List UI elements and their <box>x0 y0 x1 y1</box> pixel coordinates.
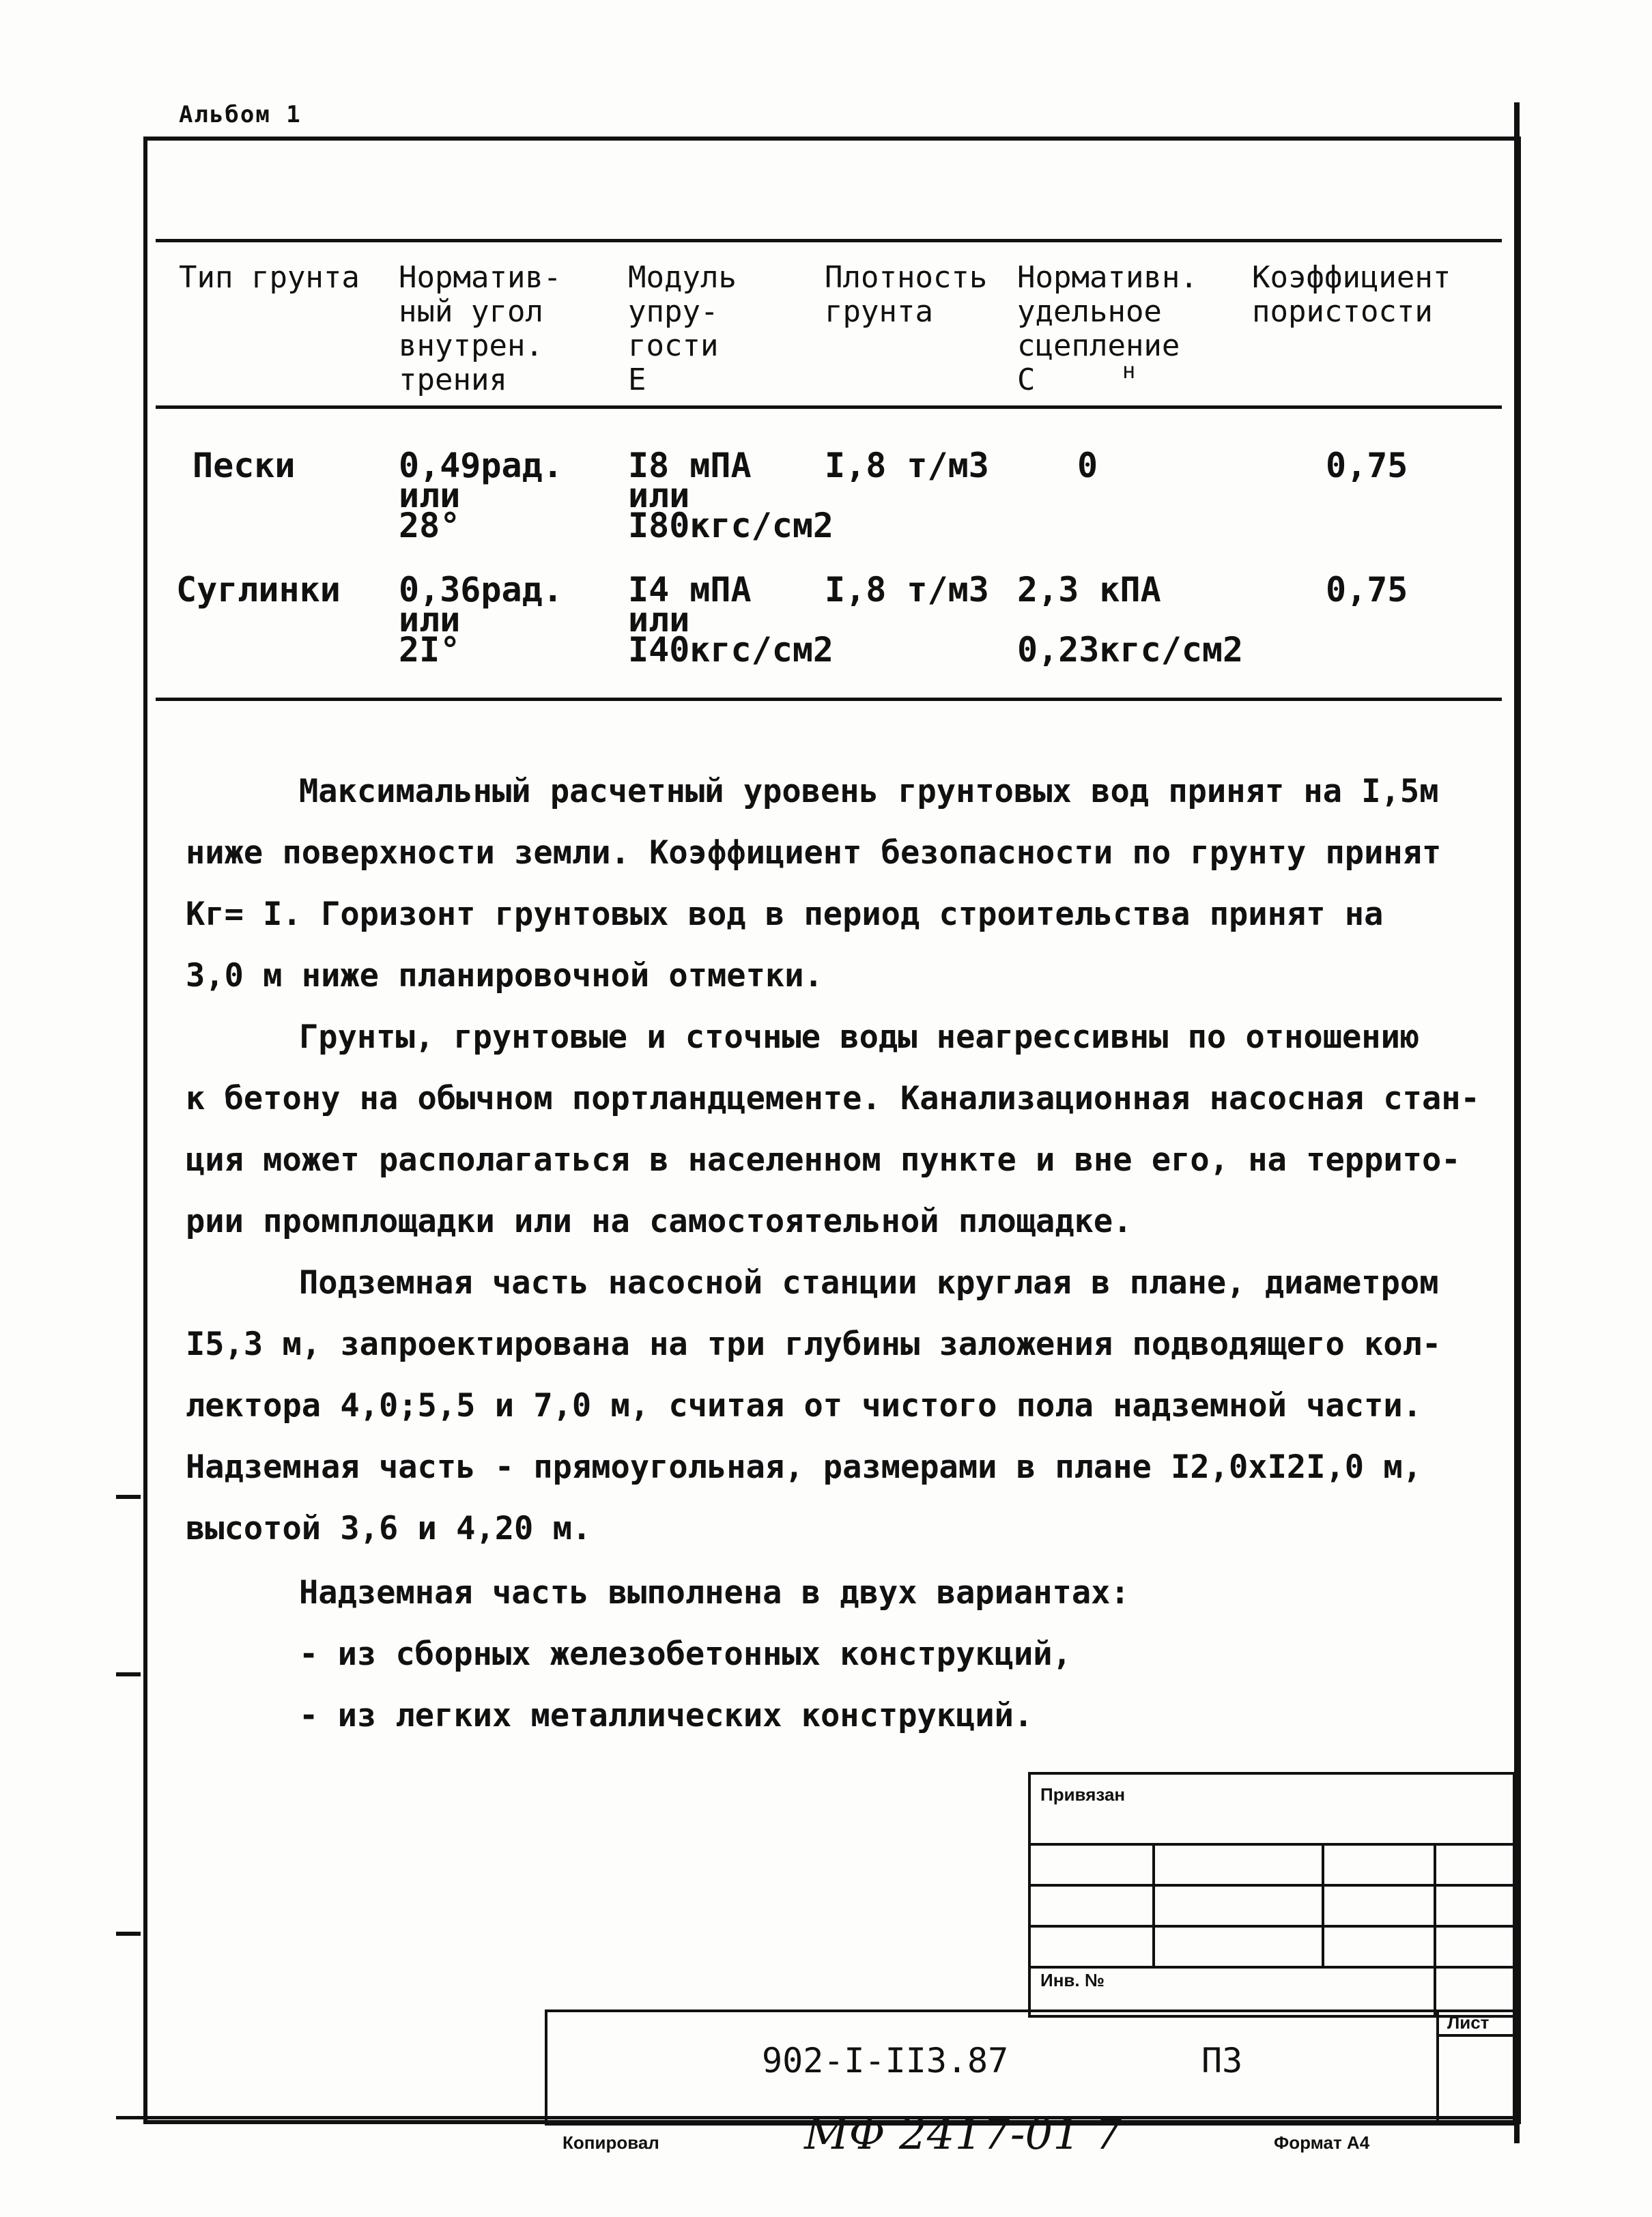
row2-soil: Суглинки <box>176 570 341 610</box>
document-code: 902-I-II3.87 <box>762 2041 1009 2080</box>
col-header-porosity: Коэффициент пористости <box>1252 260 1451 329</box>
cohesion-superscript: н <box>1122 358 1136 384</box>
row2-density: I,8 т/м3 <box>825 570 989 610</box>
sheet-rule <box>1436 2034 1515 2037</box>
col-header-density: Плотность грунта <box>825 260 988 329</box>
body-line: - из сборных железобетонных конструкций, <box>299 1635 1072 1673</box>
body-line: рии промплощадки или на самостоятельной площадке. <box>186 1203 1133 1240</box>
document-type: ПЗ <box>1201 2041 1243 2080</box>
title-block-divider <box>1436 2009 1439 2126</box>
stamp-rule <box>1028 1966 1515 1969</box>
format-label: Формат А4 <box>1274 2132 1370 2153</box>
stamp-divider <box>1322 1843 1324 1966</box>
col-header-soil-type: Тип грунта <box>179 260 360 295</box>
body-line: Надземная часть выполнена в двух вариантах: <box>299 1574 1130 1612</box>
title-block <box>545 2009 1515 2126</box>
col-header-cohesion: Нормативн. удельное сцепление С <box>1017 260 1198 397</box>
row2-cohesion: 2,3 кПА 0,23кгс/см2 <box>1017 570 1244 670</box>
row2-angle: 0,36рад. или 2I° <box>399 570 563 670</box>
table-bottom-rule <box>156 698 1502 701</box>
row2-modulus: I4 мПА или I40кгс/см2 <box>628 570 834 670</box>
stamp-divider <box>1434 1843 1436 2018</box>
margin-tick <box>116 1672 141 1676</box>
row1-cohesion: 0 <box>1077 446 1098 485</box>
body-line: Кг= I. Горизонт грунтовых вод в период строительства принят на <box>186 896 1384 933</box>
col-header-friction-angle: Норматив- ный угол внутрен. трения <box>399 260 562 397</box>
stamp-rule <box>1028 1925 1515 1928</box>
body-line: I5,3 м, запроектирована на три глубины заложения подводящего кол- <box>186 1326 1442 1363</box>
margin-tick <box>116 1932 141 1936</box>
body-line: - из легких металлических конструкций. <box>299 1697 1034 1734</box>
table-header-rule <box>156 405 1502 409</box>
row1-soil: Пески <box>193 446 296 485</box>
table-top-rule <box>156 239 1502 242</box>
linked-label: Привязан <box>1040 1784 1126 1805</box>
body-line: Надземная часть - прямоугольная, размерами в плане I2,0хI2I,0 м, <box>186 1448 1422 1486</box>
copied-label: Копировал <box>562 2132 659 2153</box>
handwritten-code: МФ 2417-01 7 <box>804 2109 1122 2160</box>
body-line: ниже поверхности земли. Коэффициент безопасности по грунту принят <box>186 834 1442 872</box>
stamp-rule <box>1028 1843 1515 1846</box>
row1-density: I,8 т/м3 <box>825 446 989 485</box>
sheet-label: Лист <box>1447 2012 1490 2033</box>
body-line: высотой 3,6 и 4,20 м. <box>186 1510 592 1547</box>
margin-tick <box>116 1495 141 1499</box>
body-line: Грунты, грунтовые и сточные воды неагрессивны по отношению <box>299 1018 1420 1056</box>
body-line: к бетону на обычном портландцементе. Канализационная насосная стан- <box>186 1080 1480 1117</box>
body-line: лектора 4,0;5,5 и 7,0 м, считая от чистого пола надземной части. <box>186 1387 1422 1425</box>
album-label: Альбом 1 <box>179 101 302 128</box>
row1-angle: 0,49рад. или 28° <box>399 446 563 545</box>
col-header-modulus: Модуль упру- гости Е <box>628 260 737 397</box>
stamp-rule <box>1028 1884 1515 1887</box>
inventory-label: Инв. № <box>1040 1970 1105 1990</box>
body-line: Максимальный расчетный уровень грунтовых вод принят на I,5м <box>299 773 1439 810</box>
stamp-divider <box>1152 1843 1155 1966</box>
row1-modulus: I8 мПА или I80кгс/см2 <box>628 446 834 545</box>
body-line: Подземная часть насосной станции круглая в плане, диаметром <box>299 1264 1439 1302</box>
row2-porosity: 0,75 <box>1326 570 1408 610</box>
body-line: ция может располагаться в населенном пункте и вне его, на террито- <box>186 1141 1461 1179</box>
body-line: 3,0 м ниже планировочной отметки. <box>186 957 823 995</box>
row1-porosity: 0,75 <box>1326 446 1408 485</box>
